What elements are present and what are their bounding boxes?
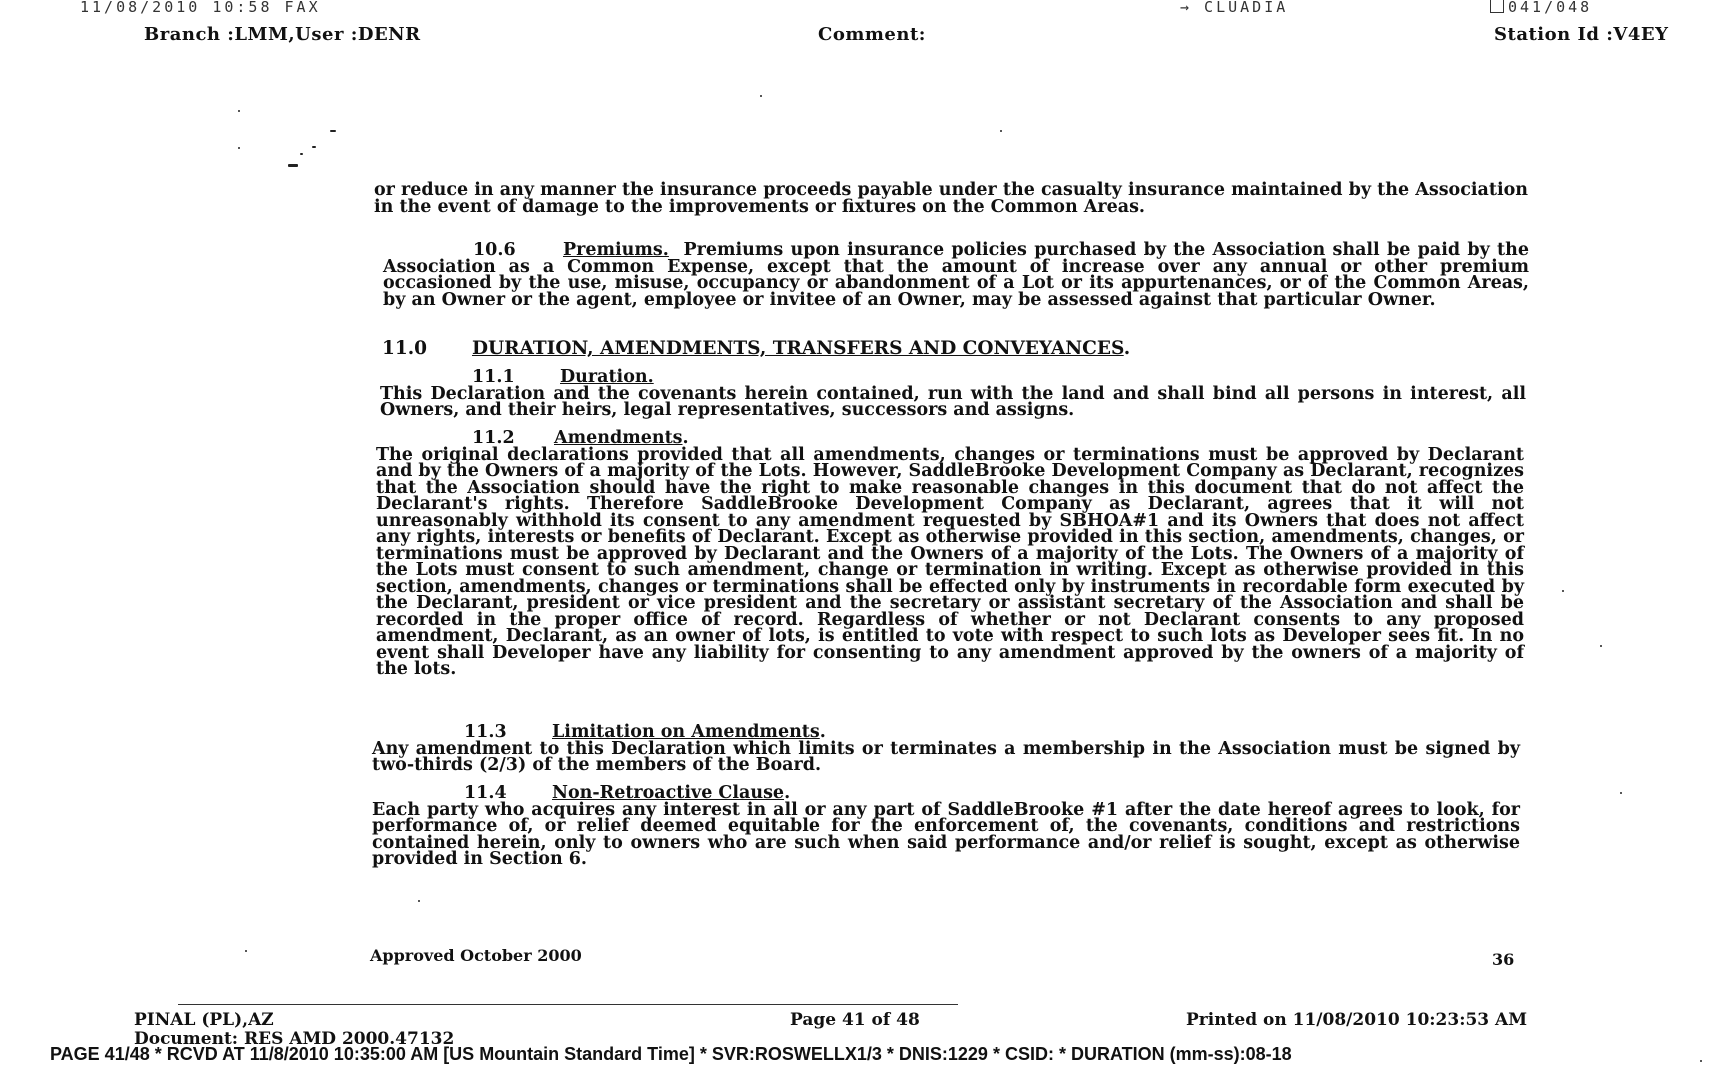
section-11-4 xyxy=(372,785,1520,868)
scan-speck xyxy=(245,950,247,952)
approved-date: Approved October 2000 xyxy=(370,946,582,965)
recording-page: Page 41 of 48 xyxy=(790,1010,920,1030)
fax-pages-text: 041/048 xyxy=(1508,0,1593,16)
scan-speck xyxy=(1620,792,1622,794)
section-text: Any amendment to this Declaration which limits or terminates a membership in the Association must be signed by two-thirds (2/3) of the members of the Board. xyxy=(372,738,1520,775)
scan-speck xyxy=(418,900,420,902)
county-label: PINAL (PL),AZ xyxy=(134,1010,274,1030)
scan-speck xyxy=(238,147,240,149)
section-number: 11.0 xyxy=(382,338,428,359)
section-title-suffix: . xyxy=(819,722,826,742)
scan-speck xyxy=(1562,590,1564,592)
section-text: Premiums upon insurance policies purchased by the Association shall be paid by the Association as a Common Expense, except that the amount of increase over any annual or other premium occasioned by the use, misuse, occupancy or abandonment of a Lot or its appurtenances, or of the Common Areas, by an Owner or the agent, employee or invitee of an Owner, may be assessed against that particular Owner. xyxy=(383,240,1530,310)
section-11-2 xyxy=(376,430,1524,678)
scan-speck xyxy=(330,130,336,132)
scan-speck xyxy=(1700,1060,1702,1062)
section-number: 11.4 xyxy=(464,783,507,803)
footer-rule xyxy=(178,1004,958,1005)
section-number: 11.3 xyxy=(464,722,507,742)
continuation-text: or reduce in any manner the insurance proceeds payable under the casualty insurance maintained by the Association in the event of damage to the improvements or fixtures on the Common Areas. xyxy=(374,180,1528,217)
section-title-suffix: . xyxy=(682,428,689,448)
section-title: Limitation on Amendments xyxy=(552,722,820,742)
section-title: Premiums. xyxy=(563,240,669,260)
section-number: 11.2 xyxy=(472,428,515,448)
fax-datetime: 11/08/2010 10:58 FAX xyxy=(80,0,321,16)
printed-timestamp: Printed on 11/08/2010 10:23:53 AM xyxy=(1186,1010,1528,1030)
continuation-paragraph xyxy=(374,182,1528,215)
section-11-3 xyxy=(372,724,1520,774)
fax-page-count xyxy=(1490,0,1592,15)
section-11-0-heading xyxy=(382,338,1542,359)
section-title: Amendments xyxy=(554,428,683,448)
scan-speck xyxy=(300,153,303,155)
section-number: 11.1 xyxy=(472,367,515,387)
section-text: This Declaration and the covenants herein contained, run with the land and shall bind all persons in interest, all Owners, and their heirs, legal representatives, successors and assigns. xyxy=(380,383,1526,420)
scan-speck xyxy=(760,95,762,97)
scan-speck xyxy=(288,164,298,167)
section-title: DURATION, AMENDMENTS, TRANSFERS AND CONVEYANCES xyxy=(472,338,1124,359)
comment-label: Comment: xyxy=(818,24,926,45)
section-11-1 xyxy=(380,369,1526,419)
branch-user: Branch :LMM,User :DENR xyxy=(144,24,421,45)
fax-icon xyxy=(1490,0,1504,13)
document-id: Document: RES AMD 2000.47132 xyxy=(134,1029,455,1049)
fax-recipient: → CLUADIA xyxy=(1180,0,1289,16)
section-title-suffix: . xyxy=(1123,338,1131,359)
scan-speck xyxy=(1600,645,1602,647)
scan-speck xyxy=(1000,130,1002,132)
scan-speck xyxy=(312,146,316,148)
section-number: 10.6 xyxy=(473,240,516,260)
station-id: Station Id :V4EY xyxy=(1494,24,1669,45)
section-text: Each party who acquires any interest in all or any part of SaddleBrooke #1 after the date hereof agrees to look, for performance of, or relief deemed equitable for the enforcement of, the covenants, conditions and restrictions contained herein, only to owners who are such when said performance and/or relief is sought, except as otherwise provided in Section 6. xyxy=(372,799,1520,869)
section-10-6 xyxy=(383,242,1529,308)
scan-speck xyxy=(238,110,240,112)
section-text: The original declarations provided that all amendments, changes or terminations must be approved by Declarant and by the Owners of a majority of the Lots. However, SaddleBrooke Development Company as Declarant, recognizes that the Association should have the right to make reasonable changes in this document that do not affect the Declarant's rights. Therefore SaddleBrooke Development Company as Declarant, agrees that it will not unreasonably withhold its consent to any amendment requested by SBHOA#1 and its Owners that does not affect any rights, interests or benefits of Declarant. Except as otherwise provided in this section, amendments, changes, or terminations must be approved by Declarant and the Owners of a majority of the Lots. The Owners of a majority of the Lots must consent to such amendment, change or termination in writing. Except as otherwise provided in this section, amendments, changes or terminations shall be effected only by instruments in recordable form executed by the Declarant, president or vice president and the secretary or assistant secretary of the Association and shall be recorded in the proper office of record. Regardless of whether or not Declarant consents to any proposed amendment, Declarant, as an owner of lots, is entitled to vote with respect to such lots as Developer sees fit. In no event shall Developer have any liability for consenting to any amendment approved by the owners of a majority of the lots. xyxy=(376,444,1524,679)
section-title: Non-Retroactive Clause xyxy=(552,783,785,803)
document-page-number: 36 xyxy=(1492,950,1515,969)
section-title: Duration. xyxy=(560,367,654,387)
fax-receipt-line: PAGE 41/48 * RCVD AT 11/8/2010 10:35:00 AM [US Mountain Standard Time] * SVR:ROSWELLX1/3 * DNIS:1229 * CSID: * DURATION (mm-ss):08-18 xyxy=(50,1044,1292,1064)
section-title-suffix: . xyxy=(784,783,791,803)
